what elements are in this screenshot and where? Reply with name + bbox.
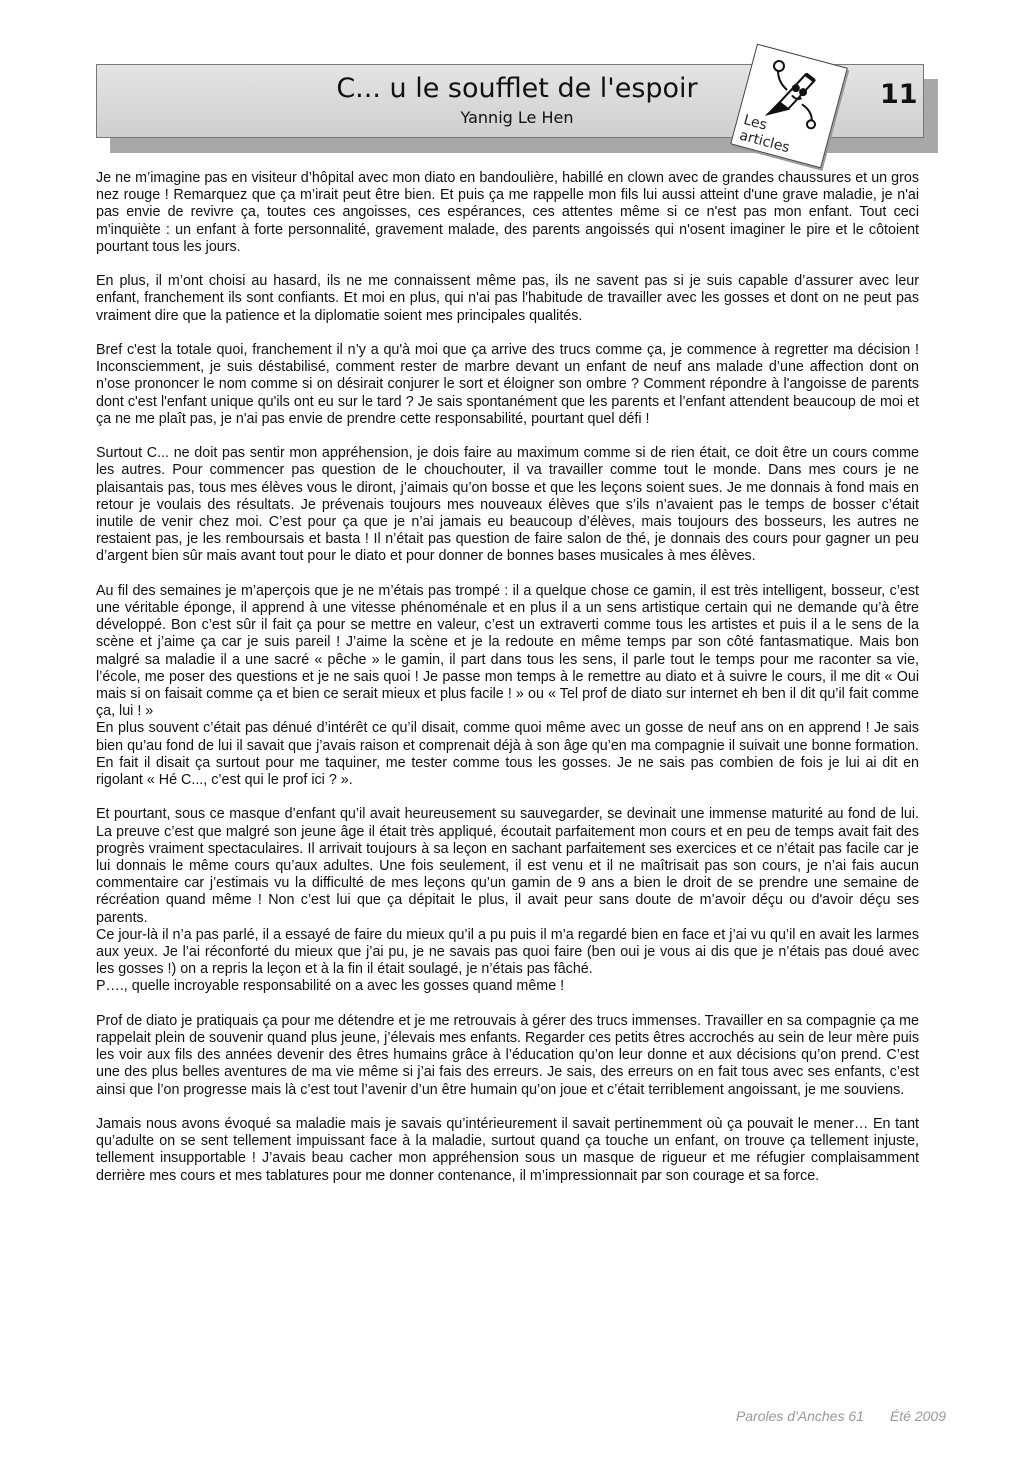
article-title: C... u le soufflet de l'espoir <box>336 73 698 104</box>
badge-line-1: Les <box>741 112 769 134</box>
paragraph: Au fil des semaines je m’aperçois que je ne m’étais pas trompé : il a quelque chose ce gamin, il est très intelligent, bosseur, c’est une véritable éponge, il apprend à une vitesse phénoménale et en plus il a un sens artistique certain qui ne demande qu’à être développé. Bon c’est sûr il fait ça pour se mettre en valeur, c’est un extraverti comme tous les artistes et puis il a le sens de la scène et j’aime ça car je suis pareil ! J’aime la scène et je la redoute en même temps par son côté fantasmatique. Mais bon malgré sa maladie il a une sacré « pêche » le gamin, il part dans tous les sens, il parle tout le temps pour me raconter sa vie, l’école, me poser des questions et je ne sais quoi ! Je passe mon temps à le remettre au diato et à suivre le cours, il me dit « Oui mais si on faisait comme ça et bien ce serait mieux et plus facile ! » ou « Tel prof de diato sur internet eh ben il dit qu’il fait comme ça, lui ! » <box>96 582 919 720</box>
paragraph: Jamais nous avons évoqué sa maladie mais je savais qu’intérieurement il savait pertinemment où ça pouvait le mener… En tant qu’adulte on se sent tellement impuissant face à la maladie, surtout quand ça touche un enfant, on trouve ça tellement injuste, tellement insupportable ! J’avais beau cacher mon appréhension sous un masque de rigueur et me réfugier complaisamment derrière mes cours et mes tablatures pour me donner contenance, il m’impressionnait par son courage et sa force. <box>96 1116 919 1184</box>
article-body <box>96 170 919 1202</box>
publication-name: Paroles d'Anches 61 <box>735 1408 864 1424</box>
page-number: 11 <box>880 79 918 110</box>
article-author: Yannig Le Hen <box>460 108 574 127</box>
badge-line-2: articles <box>737 127 792 157</box>
page-footer <box>700 1408 946 1424</box>
paragraph: P…., quelle incroyable responsabilité on a avec les gosses quand même ! <box>96 978 565 995</box>
paragraph: En plus, il m’ont choisi au hasard, ils ne me connaissent même pas, ils ne savent pas si je suis capable d’assurer avec leur enfant, franchement ils sont confiants. Et moi en plus, qui n'ai pas l'habitude de travailler avec les gosses et dont on ne peut pas vraiment dire que la patience et la diplomatie soient mes principales qualités. <box>96 273 919 324</box>
paragraph: Surtout C... ne doit pas sentir mon appréhension, je dois faire au maximum comme si de rien était, ce doit être un cours comme les autres. Pour commencer pas question de le chouchouter, il va travailler comme tout le monde. Dans mes cours je ne plaisantais pas, tous mes élèves vous le diront, j’aimais qu’on bosse et que les leçons soient sues. Je me donnais à fond mais en retour je voulais des résultats. Je prévenais toujours mes nouveaux élèves que s’ils n’avaient pas le temps de bosser c’était inutile de venir chez moi. C’est pour ça que je n’ai jamais eu beaucoup d’élèves, mais toujours des bosseurs, les autres ne restaient pas, je les remboursais et basta ! Il n’était pas question de faire salon de thé, je donnais des cours pour gagner un peu d’argent bien sûr mais avant tout pour le diato et pour donner de bonnes bases musicales à mes élèves. <box>96 445 919 565</box>
paragraph: Et pourtant, sous ce masque d’enfant qu’il avait heureusement su sauvegarder, se devinait une immense maturité au fond de lui. La preuve c’est que malgré son jeune âge il était très appliqué, écoutait parfaitement mon cours et en peu de temps avait fait des progrès vraiment spectaculaires. Il arrivait toujours à sa leçon en sachant parfaitement ses exercices et ce n’était pas facile car je lui donnais le même cours qu’aux adultes. Une fois seulement, il est venu et il ne maîtrisait pas son cours, je n’ai fais aucun commentaire car j’estimais vu la difficulté de mes leçons qu’un gamin de 9 ans a bien le droit de se prendre une semaine de récréation quand même ! Non c’est lui que ça dépitait le plus, il avait peur sans doute de m’avoir déçu ou d'avoir déçu ses parents. <box>96 806 919 926</box>
paragraph: Bref c'est la totale quoi, franchement il n’y a qu'à moi que ça arrive des trucs comme ça, je commence à regretter ma décision ! Inconsciemment, je suis déstabilisé, comment rester de marbre devant un enfant de neuf ans malade d’une affection dont on n’ose prononcer le nom comme si on désirait conjurer le sort et éloigner son ombre ? Comment répondre à l'angoisse de parents dont c'est l'enfant unique qu'ils ont eu sur le tard ? Je sais spontanément que les parents et l’enfant attendent beaucoup de moi et ça ne me plaît pas, je n'ai pas envie de prendre cette responsabilité, pourtant quel défi ! <box>96 342 919 427</box>
paragraph: En plus souvent c’était pas dénué d’intérêt ce qu’il disait, comme quoi même avec un gosse de neuf ans on en apprend ! Je sais bien qu’au fond de lui il savait que j’avais raison et comprenait déjà à son âge qu’en ma compagnie il suivait une bonne formation. En fait il disait ça surtout pour me taquiner, me tester comme tous les gosses. Je ne sais pas combien de fois je lui ai dit en rigolant « Hé C..., c’est qui le prof ici ? ». <box>96 720 919 789</box>
paragraph: Je ne m’imagine pas en visiteur d’hôpital avec mon diato en bandoulière, habillé en clown avec de grandes chaussures et un gros nez rouge ! Remarquez que ça m’irait peut être bien. Et puis ça me rappelle mon fils lui aussi atteint d'une grave maladie, je n'ai pas envie de revivre ça, toutes ces angoisses, ces espérances, ces attentes même si ce n'est pas mon enfant. Tout ceci m'inquiète : un enfant à forte personnalité, gravement malade, des parents angoissés qui n'osent imaginer le pire et le côtoient pourtant tous les jours. <box>96 170 919 255</box>
publication-season: Été 2009 <box>889 1408 946 1424</box>
paragraph: Prof de diato je pratiquais ça pour me détendre et je me retrouvais à gérer des trucs immenses. Travailler en sa compagnie ça me rappelait plein de souvenir quand plus jeune, j’élevais mes enfants. Regarder ces petits êtres accrochés au sein de leur mère puis les voir aux fils des années devenir des êtres humains grâce à l’éducation qu’on leur donne et aux décisions qu’on prend. C’est une des plus belles aventures de ma vie même si j’ai fais des erreurs. Je sais, des erreurs on en fait tous avec ses enfants, c’est ainsi que l’on progresse mais là c’est tout l’avenir d’un être humain qu’on joue et c’était terriblement angoissant, je me souviens. <box>96 1012 919 1098</box>
paragraph: Ce jour-là il n’a pas parlé, il a essayé de faire du mieux qu’il a pu puis il m’a regardé bien en face et j’ai vu qu’il en avait les larmes aux yeux. Je l’ai réconforté du mieux que j’ai pu, je ne savais pas quoi faire (ben oui je vous ai dis que je n’étais pas doué avec les gosses !) on a repris la leçon et à la fin il était soulagé, je n’étais pas fâché. <box>96 926 919 978</box>
